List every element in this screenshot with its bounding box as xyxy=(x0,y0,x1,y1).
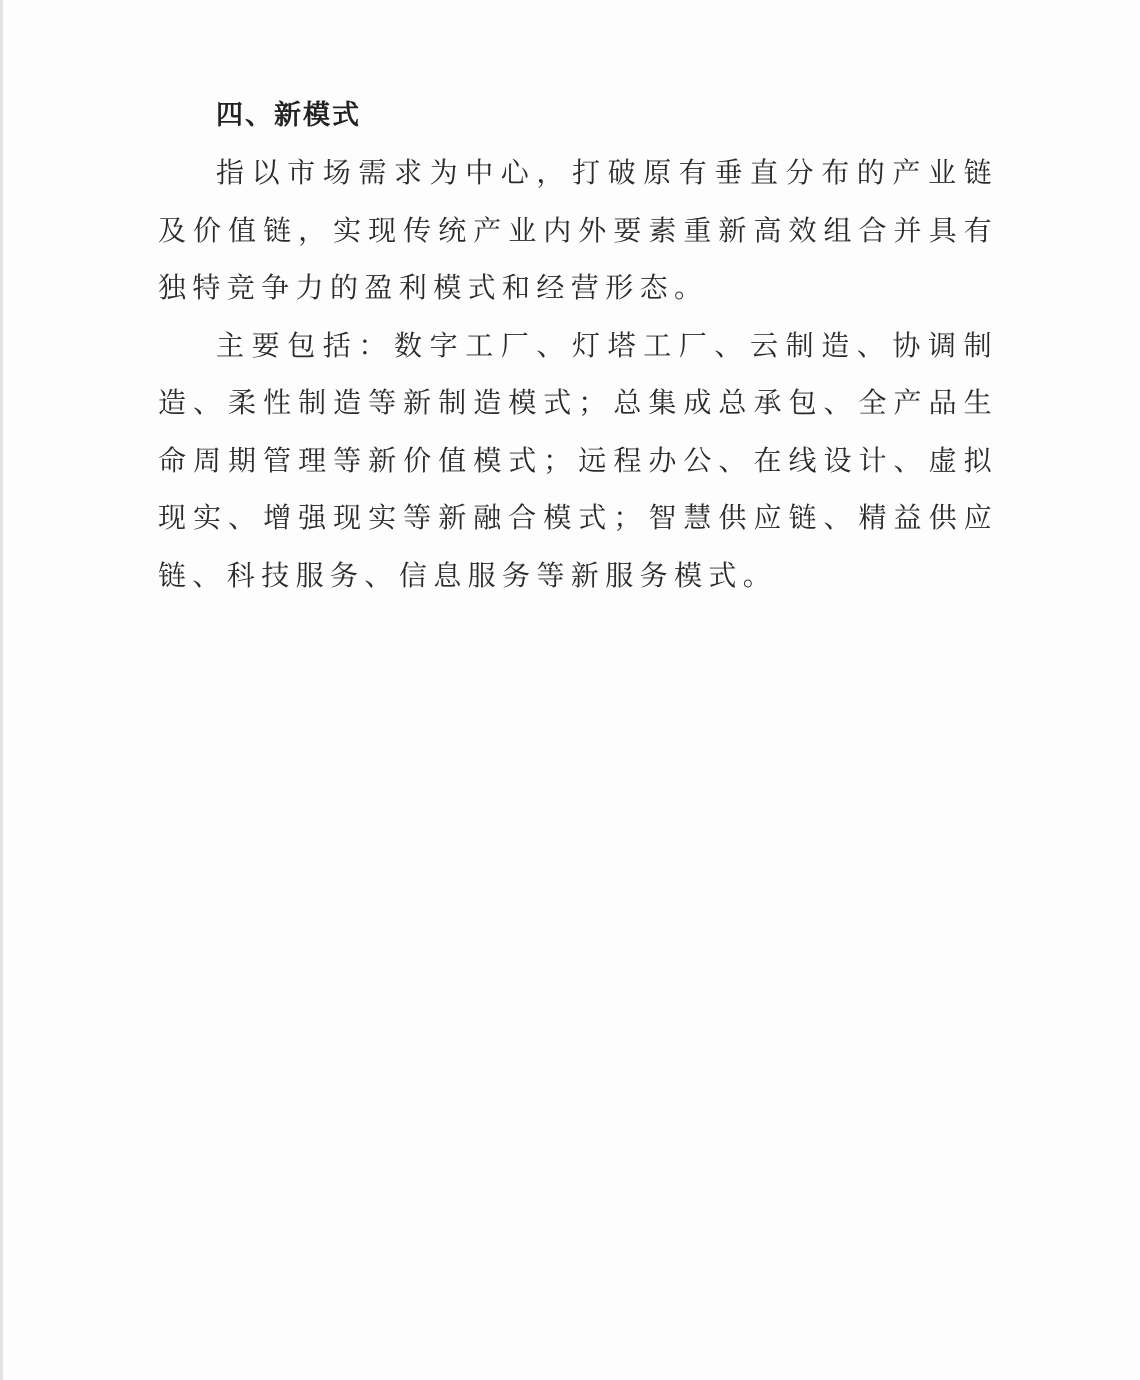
section-heading: 四、新模式 xyxy=(216,100,361,131)
definition-paragraph: 指以市场需求为中心，打破原有垂直分布的产业链及价值链，实现传统产业内外要素重新高效组合并具有独特竞争力的盈利模式和经营形态。 xyxy=(158,156,998,304)
document-body xyxy=(158,88,998,604)
examples-paragraph: 主要包括：数字工厂、灯塔工厂、云制造、协调制造、柔性制造等新制造模式；总集成总承包、全产品生命周期管理等新价值模式；远程办公、在线设计、虚拟现实、增强现实等新融合模式；智慧供应链、精益供应链、科技服务、信息服务等新服务模式。 xyxy=(158,328,998,592)
